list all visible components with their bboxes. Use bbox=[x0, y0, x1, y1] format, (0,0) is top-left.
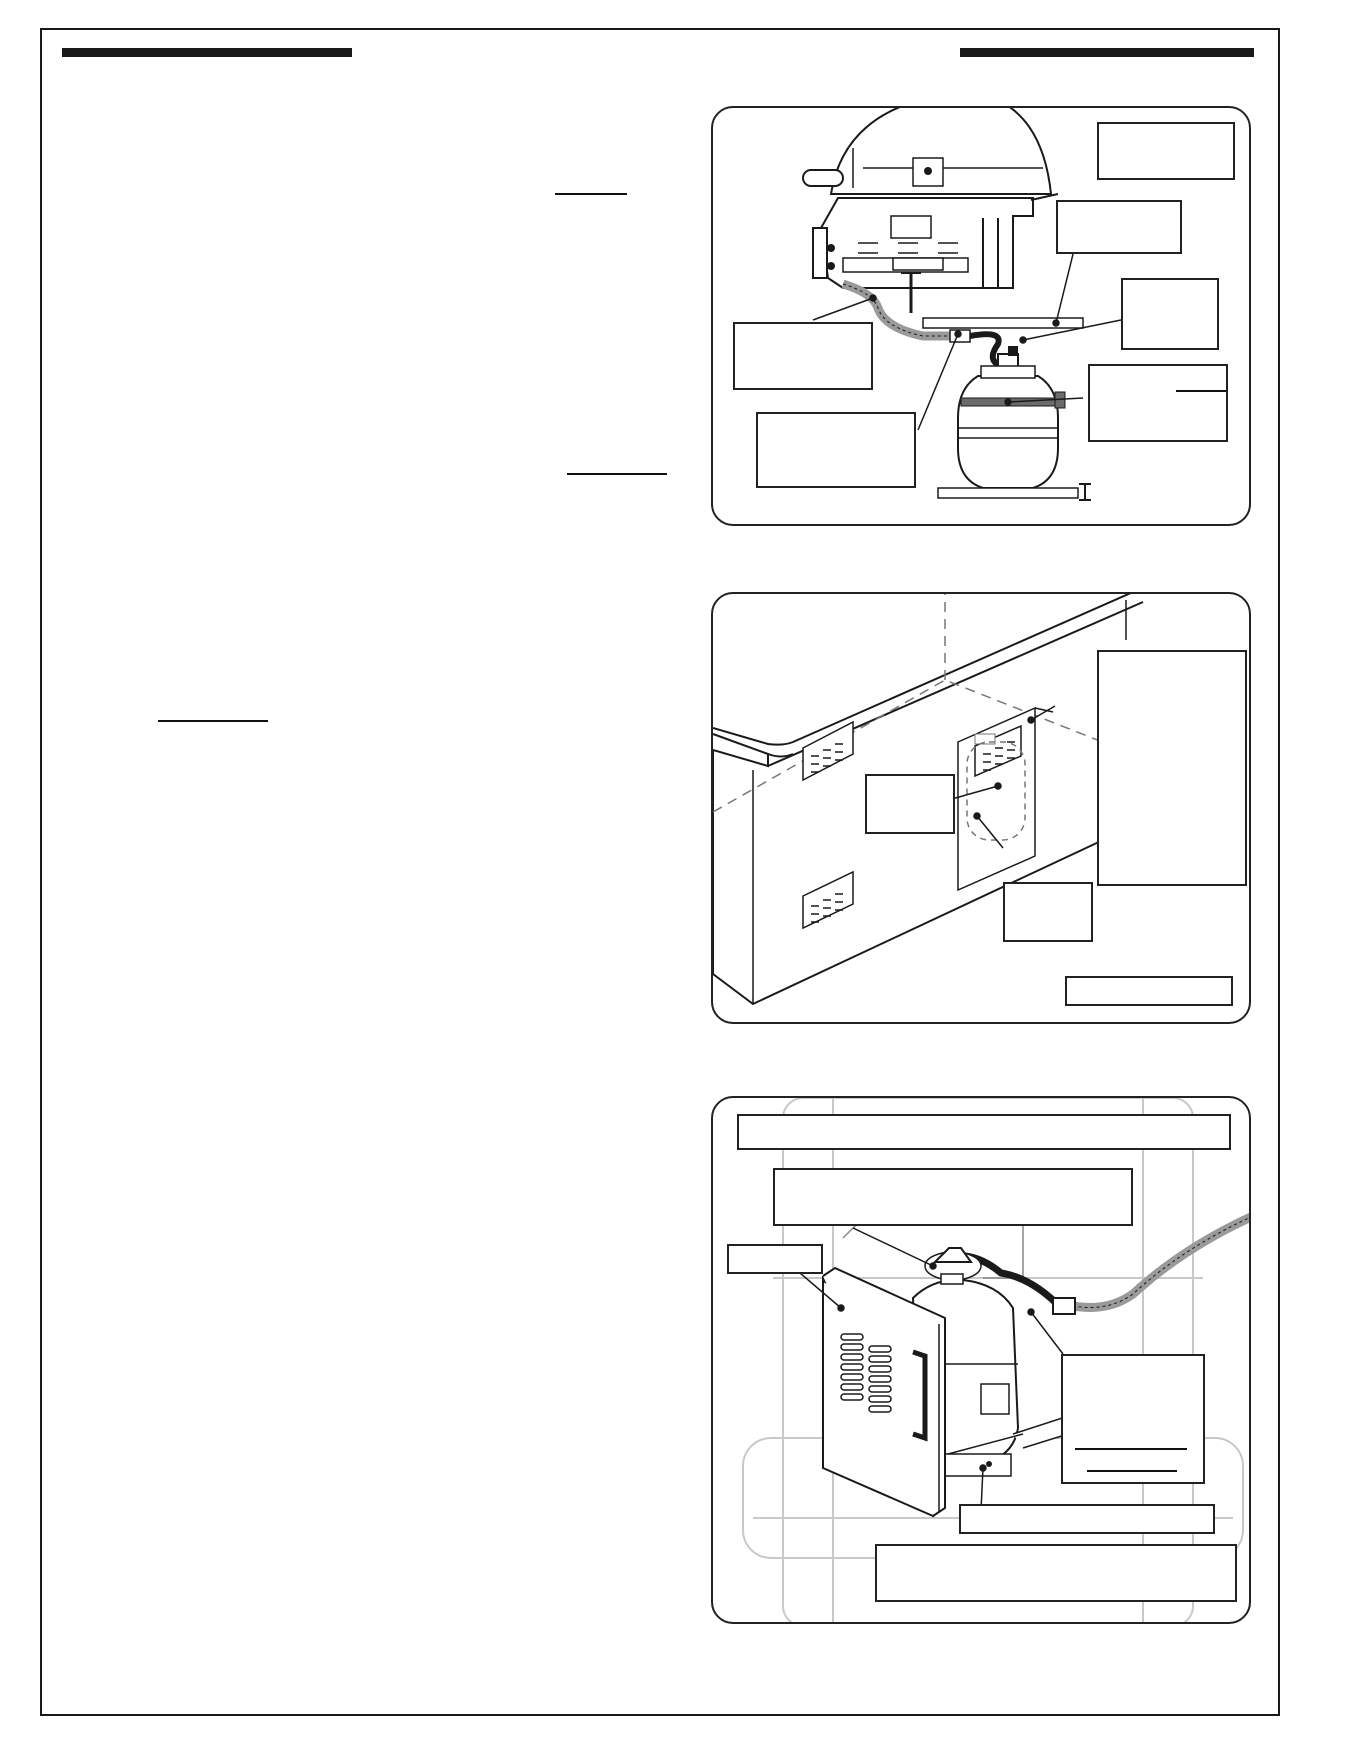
text-underline-3 bbox=[158, 720, 268, 722]
callout-box-3 bbox=[727, 1244, 823, 1274]
callout-box-5 bbox=[1088, 364, 1228, 442]
header-bar-right bbox=[960, 48, 1254, 57]
text-underline-1 bbox=[555, 193, 627, 195]
callout-box-3 bbox=[1121, 278, 1219, 350]
text-underline-2 bbox=[567, 473, 667, 475]
figure-island-vent-panel bbox=[711, 592, 1251, 1024]
callout-box-4 bbox=[1061, 1354, 1205, 1484]
header-bar-left bbox=[62, 48, 352, 57]
callout-box-3 bbox=[1003, 882, 1093, 942]
callout-box-4 bbox=[1065, 976, 1233, 1006]
callout-box-5 bbox=[959, 1504, 1215, 1534]
access-panel bbox=[958, 708, 1035, 890]
tank-base-platform bbox=[938, 488, 1078, 498]
front-vent-upper bbox=[803, 722, 853, 780]
callout-box-6 bbox=[875, 1544, 1237, 1602]
callout-box-4 bbox=[733, 322, 873, 390]
lid-handle bbox=[803, 170, 843, 186]
callout-box-2 bbox=[1056, 200, 1182, 254]
callout-box-1 bbox=[865, 774, 955, 834]
grill-body bbox=[821, 198, 1033, 288]
callout-box-1 bbox=[1097, 122, 1235, 180]
callout-box-2 bbox=[1097, 650, 1247, 886]
callout-box-6 bbox=[756, 412, 916, 488]
figure-tank-drawer-install bbox=[711, 1096, 1251, 1624]
figure-grill-tank-connection bbox=[711, 106, 1251, 526]
callout-box-1 bbox=[737, 1114, 1231, 1150]
callout-box-2 bbox=[773, 1168, 1133, 1226]
front-vent-lower bbox=[803, 872, 853, 928]
propane-tank bbox=[958, 376, 1058, 488]
